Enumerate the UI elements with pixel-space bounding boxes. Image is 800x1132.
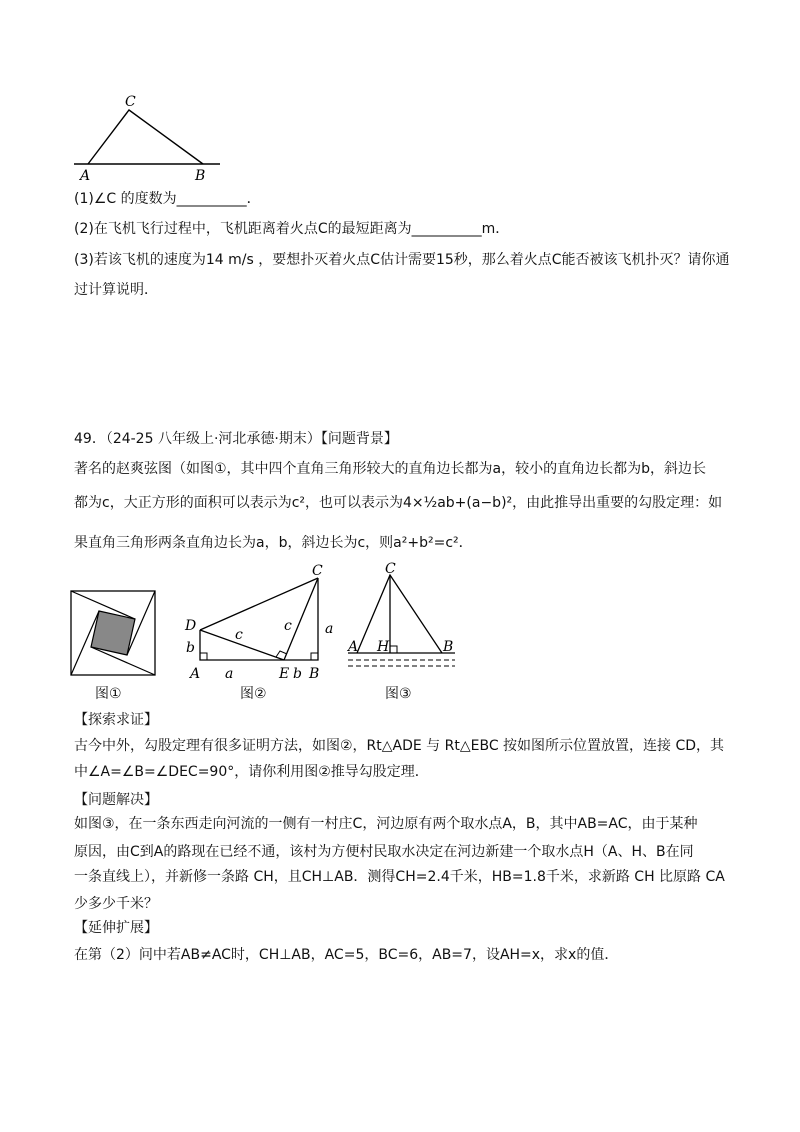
question-part-1: (1)∠C 的度数为__________．	[74, 191, 261, 207]
extend-line-1: 在第（2）问中若AB≠AC时，CH⊥AB，AC=5，BC=6，AB=7，设AH=x，求x的值．	[74, 947, 619, 963]
length-a-right: a	[325, 621, 334, 637]
label-b: B	[443, 639, 454, 655]
length-a-bottom: a	[225, 666, 234, 680]
label-e: E	[279, 666, 290, 680]
right-angle-h	[390, 646, 397, 653]
question-part-3-line-1: (3)若该飞机的速度为14 m/s ，要想扑灭着火点C估计需要15秒，那么着火点C能否被该飞机扑灭？请你通	[74, 252, 730, 268]
label-b: B	[309, 666, 320, 680]
background-line-1: 著名的赵爽弦图（如图①，其中四个直角三角形较大的直角边长都为a，较小的直角边长都为b，斜边长	[74, 461, 707, 477]
figure-1-zhao-shuang-diagram	[70, 590, 160, 680]
figure-3-caption: 图③	[385, 686, 412, 702]
right-angle-b	[311, 653, 318, 660]
solve-line-4: 少多少千米？	[74, 896, 158, 912]
question-part-2: (2)在飞机飞行过程中，飞机距离着火点C的最短距离为__________m．	[74, 221, 510, 237]
background-line-2: 都为c，大正方形的面积可以表示为c²，也可以表示为4×½ab+(a−b)²，由此推导出重要的勾股定理：如	[74, 495, 723, 511]
solve-line-2: 原因，由C到A的路现在已经不通，该村为方便村民取水决定在河边新建一个取水点H（A、H、B在同	[74, 844, 694, 860]
question-part-3-line-2: 过计算说明．	[74, 282, 158, 298]
label-c: C	[312, 563, 323, 579]
question-49-header: 49．（24-25 八年级上·河北承德·期末）【问题背景】	[74, 431, 398, 447]
label-c: C	[125, 94, 136, 110]
background-line-3: 果直角三角形两条直角边长为a，b，斜边长为c，则a²+b²=c²．	[74, 535, 473, 551]
label-h: H	[377, 639, 390, 655]
figure-1-caption: 图①	[95, 686, 122, 702]
label-a: A	[348, 639, 359, 655]
label-d: D	[185, 618, 197, 634]
section-solve-title: 【问题解决】	[74, 792, 158, 808]
label-a: A	[190, 666, 201, 680]
section-explore-title: 【探索求证】	[74, 712, 158, 728]
right-angle-a	[200, 653, 207, 660]
triangle-figure-abc	[70, 90, 230, 185]
length-c-de: c	[235, 627, 243, 643]
figure-2-right-trapezoid	[180, 562, 340, 680]
section-extend-title: 【延伸扩展】	[74, 920, 158, 936]
explore-line-2: 中∠A=∠B=∠DEC=90°，请你利用图②推导勾股定理．	[74, 764, 429, 780]
solve-line-1: 如图③，在一条东西走向河流的一侧有一村庄C，河边原有两个取水点A，B，其中AB=AC，由于某种	[74, 816, 698, 832]
length-b-left: b	[186, 640, 195, 656]
solve-line-3: 一条直线上），并新修一条路 CH，且CH⊥AB．测得CH=2.4千米，HB=1.8千米，求新路 CH 比原路 CA	[74, 869, 725, 885]
length-c-ec: c	[284, 618, 292, 634]
inner-square	[91, 611, 135, 655]
label-b: B	[195, 168, 206, 184]
label-a: A	[80, 168, 91, 184]
explore-line-1: 古今中外，勾股定理有很多证明方法，如图②，Rt△ADE 与 Rt△EBC 按如图所示位置放置，连接 CD，其	[74, 738, 725, 754]
length-b-bottom: b	[293, 666, 302, 680]
triangle-cab	[357, 575, 442, 653]
figure-2-caption: 图②	[240, 686, 267, 702]
label-c: C	[385, 561, 396, 577]
triangle-sides	[88, 110, 203, 164]
figure-3-river	[345, 560, 460, 678]
